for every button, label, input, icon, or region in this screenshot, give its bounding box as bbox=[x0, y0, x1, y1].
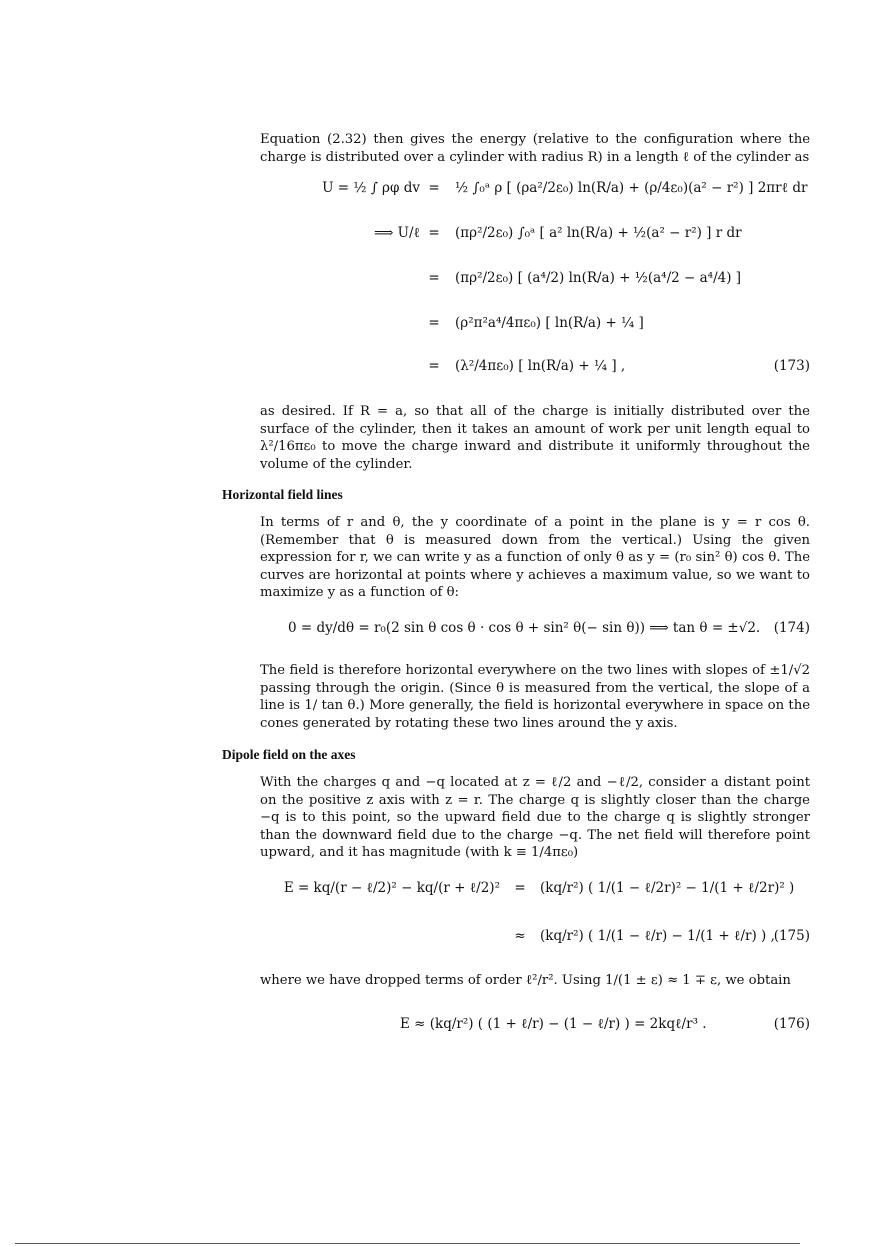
equation-173-line-2 bbox=[260, 225, 810, 265]
equation-relation: = bbox=[428, 180, 440, 196]
equation-relation: = bbox=[428, 358, 440, 374]
equation-lhs: U = ½ ∫ ρφ dv bbox=[322, 180, 420, 196]
paragraph-after-174: The field is therefore horizontal everywhere on the two lines with slopes of ±1/√2 passing through the origin. (Since θ is measured from the vertical, the slope of a line is 1/ tan θ.) More generally, the field is horizontal everywhere in space on the cones generated by rotating these two lines around the y axis. bbox=[260, 663, 810, 731]
equation-number-173: (173) bbox=[773, 358, 810, 374]
footer-rule bbox=[15, 1243, 800, 1244]
equation-number-176: (176) bbox=[773, 1016, 810, 1032]
equation-174 bbox=[260, 620, 810, 660]
equation-rhs: ½ ∫₀ᵃ ρ [ (ρa²/2ε₀) ln(R/a) + (ρ/4ε₀)(a² − r²) ] 2πrℓ dr bbox=[455, 180, 808, 196]
equation-173-line-5 bbox=[260, 358, 810, 398]
paragraph-horizontal: In terms of r and θ, the y coordinate of a point in the plane is y = r cos θ. (Remember that θ is measured down from the vertical.) Using the given expression for r, we can write y as a function of only θ as y = (r₀ sin² θ) cos θ. The curves are horizontal at points where y achieves a maximum value, so we want to maximize y as a function of θ: bbox=[260, 515, 810, 600]
equation-173-line-4 bbox=[260, 315, 810, 355]
equation-175-line-2 bbox=[260, 928, 810, 968]
equation-rhs: (λ²/4πε₀) [ ln(R/a) + ¼ ] , bbox=[455, 358, 626, 374]
section-heading-dipole: Dipole field on the axes bbox=[222, 747, 356, 762]
equation-number-175: (175) bbox=[773, 928, 810, 944]
equation-rhs: (ρ²π²a⁴/4πε₀) [ ln(R/a) + ¼ ] bbox=[455, 315, 644, 331]
equation-number-174: (174) bbox=[773, 620, 810, 636]
paragraph-after-175: where we have dropped terms of order ℓ²/r². Using 1/(1 ± ε) ≈ 1 ∓ ε, we obtain bbox=[260, 973, 791, 988]
equation-rhs: (πρ²/2ε₀) [ (a⁴/2) ln(R/a) + ½(a⁴/2 − a⁴/4) ] bbox=[455, 270, 742, 286]
equation-173-line-1 bbox=[260, 180, 810, 220]
equation-relation: = bbox=[428, 315, 440, 331]
equation-relation: = bbox=[514, 880, 526, 896]
equation-176 bbox=[260, 1016, 810, 1056]
equation-relation: = bbox=[428, 270, 440, 286]
section-heading-horizontal: Horizontal field lines bbox=[222, 487, 343, 502]
equation-relation: = bbox=[428, 225, 440, 241]
intro-paragraph: Equation (2.32) then gives the energy (relative to the configuration where the charge is distributed over a cylinder with radius R) in a length ℓ of the cylinder as bbox=[260, 132, 810, 165]
equation-176-body: E ≈ (kq/r²) ( (1 + ℓ/r) − (1 − ℓ/r) ) = 2kqℓ/r³ . bbox=[400, 1016, 707, 1032]
equation-lhs: ⟹ U/ℓ bbox=[373, 225, 420, 241]
equation-rhs: (πρ²/2ε₀) ∫₀ᵃ [ a² ln(R/a) + ½(a² − r²) ] r dr bbox=[455, 225, 742, 241]
equation-relation: ≈ bbox=[514, 928, 526, 944]
paragraph-after-173: as desired. If R = a, so that all of the charge is initially distributed over the surface of the cylinder, then it takes an amount of work per unit length equal to λ²/16πε₀ to move the charge inward and distribute it uniformly throughout the volume of the cylinder. bbox=[260, 404, 810, 472]
paragraph-dipole: With the charges q and −q located at z = ℓ/2 and −ℓ/2, consider a distant point on the positive z axis with z = r. The charge q is slightly closer than the charge −q is to this point, so the upward field due to the charge q is slightly stronger than the downward field due to the charge −q. The net field will therefore point upward, and it has magnitude (with k ≡ 1/4πε₀) bbox=[260, 775, 810, 860]
equation-lhs: E = kq/(r − ℓ/2)² − kq/(r + ℓ/2)² bbox=[283, 880, 500, 896]
equation-175-line-1 bbox=[260, 880, 810, 920]
equation-rhs: (kq/r²) ( 1/(1 − ℓ/2r)² − 1/(1 + ℓ/2r)² ) bbox=[540, 880, 795, 896]
equation-174-body: 0 = dy/dθ = r₀(2 sin θ cos θ · cos θ + sin² θ(− sin θ)) ⟹ tan θ = ±√2. bbox=[288, 620, 761, 636]
equation-173-line-3 bbox=[260, 270, 810, 310]
equation-rhs: (kq/r²) ( 1/(1 − ℓ/r) − 1/(1 + ℓ/r) ) , bbox=[540, 928, 775, 944]
